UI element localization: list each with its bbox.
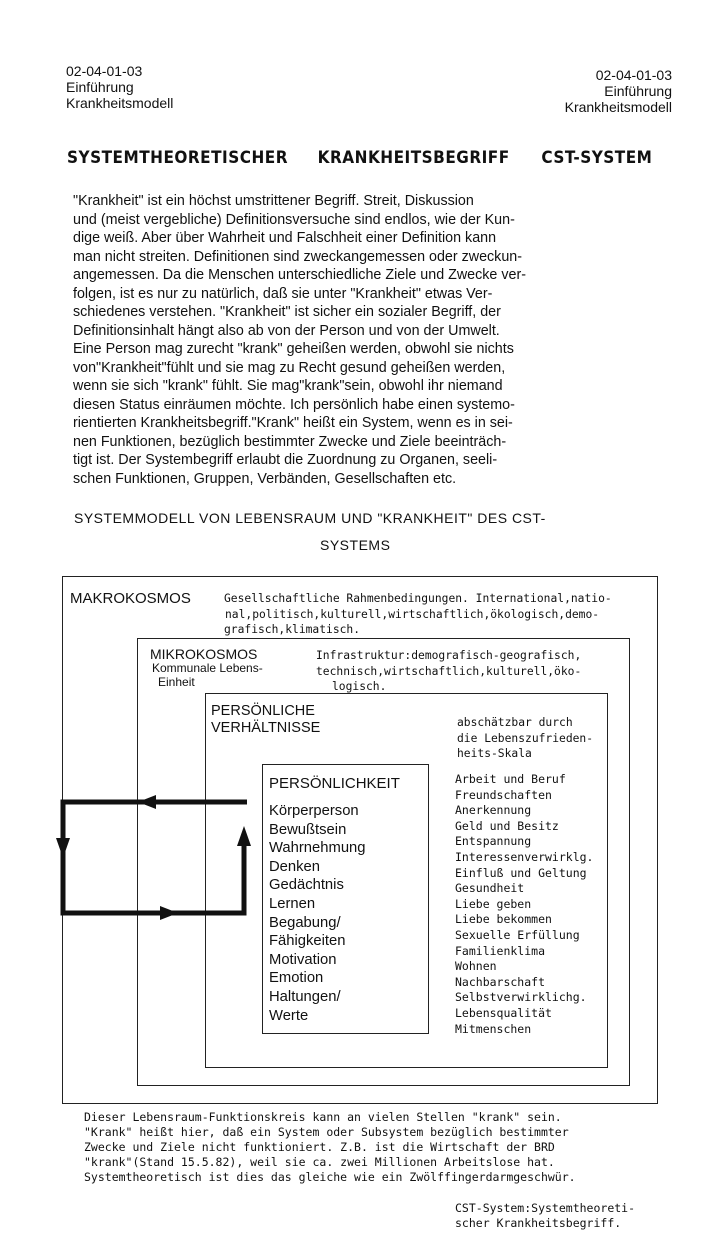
makro-desc-line: grafisch,klimatisch. [224, 623, 361, 636]
loop-arrow-left [56, 838, 70, 858]
intro-line: von"Krankheit"fühlt und sie mag zu Recht gesund geheißen werden, [73, 359, 506, 376]
life-area-item: Familienklima [455, 943, 546, 958]
loop-arrow-bottom [160, 906, 178, 920]
verh-desc-line: die Lebenszufrieden- [457, 731, 594, 745]
makro-desc-line: nal,politisch,kulturell,wirtschaftlich,ökologisch,demo- [225, 607, 600, 621]
figure-caption [455, 1201, 635, 1231]
intro-line: Eine Person mag zurecht "krank" geheißen werden, obwohl sie nichts [73, 341, 514, 357]
intro-line: diesen Status einräumen möchte. Ich persönlich habe einen systemo- [73, 396, 515, 413]
intro-line: schen Funktionen, Gruppen, Verbänden, Gesellschaften etc. [73, 470, 457, 487]
persoenlichkeit-item: Körperperson [269, 803, 359, 819]
persoenlichkeit-item: Denken [269, 858, 321, 875]
persoenlichkeit-item: Emotion [269, 970, 324, 987]
caption-line: CST-System:Systemtheoreti- [455, 1201, 636, 1215]
mikro-sub-line: Einheit [158, 675, 195, 689]
life-area-item: Liebe geben [455, 896, 532, 911]
footer-line: Systemtheoretisch ist dies das gleiche wie ein Zwölffingerdarmgeschwür. [84, 1170, 576, 1184]
life-area-item: Liebe bekommen [455, 912, 552, 927]
header-right-code: 02-04-01-03 [595, 67, 672, 83]
persoenlichkeit-item: Begabung/ [269, 914, 341, 931]
caption-line: scher Krankheitsbegriff. [455, 1216, 622, 1230]
persoenlichkeit-item: Haltungen/ [269, 988, 341, 1005]
persoenlichkeit-item: Motivation [269, 951, 337, 968]
loop-arrow-top [138, 795, 156, 809]
persoenlichkeit-item: Fähigkeiten [269, 933, 346, 950]
life-area-item: Sexuelle Erfüllung [455, 927, 580, 942]
footer-line: Dieser Lebensraum-Funktionskreis kann an vielen Stellen "krank" sein. [84, 1110, 562, 1124]
persoenlichkeit-label: PERSÖNLICHKEIT [269, 775, 400, 792]
header-left-topic: Krankheitsmodell [66, 95, 174, 111]
intro-line: angemessen. Da die Menschen unterschiedliche Ziele und Zwecke ver- [73, 267, 526, 283]
persoenlichkeit-item: Lernen [269, 895, 316, 912]
makro-desc-line: Gesellschaftliche Rahmenbedingungen. International,natio- [224, 592, 612, 605]
mikro-desc-line: logisch. [332, 680, 387, 693]
makrokosmos-label: MAKROKOSMOS [70, 590, 191, 607]
intro-line: folgen, ist es nur zu natürlich, daß sie unter "Krankheit" etwas Ver- [73, 285, 493, 302]
life-area-item: Arbeit und Beruf [455, 772, 566, 786]
header-right-topic: Krankheitsmodell [564, 99, 672, 115]
persoenlichkeit-item: Wahrnehmung [269, 840, 366, 857]
life-area-item: Mitmenschen [455, 1021, 532, 1036]
footer-line: "Krank" heißt hier, daß ein System oder Subsystem bezüglich bestimmter [84, 1125, 569, 1139]
footer-line: Zwecke und Ziele nicht funktioniert. Z.B. ist die Wirtschaft der BRD [84, 1140, 555, 1154]
intro-line: und (meist vergebliche) Definitionsversuche sind endlos, wie der Kun- [73, 211, 515, 228]
life-area-item: Interessenverwirklg. [455, 849, 594, 864]
life-area-item: Geld und Besitz [455, 818, 559, 833]
intro-line: tigt ist. Der Systembegriff erlaubt die Zuordnung zu Organen, seeli- [73, 452, 498, 468]
life-area-item: Wohnen [455, 959, 497, 974]
title-part-2: KRANKHEITSBEGRIFF [317, 148, 510, 168]
header-right-section: Einführung [604, 83, 672, 99]
title-part-1: SYSTEMTHEORETISCHER [67, 148, 289, 168]
verh-label-line: VERHÄLTNISSE [211, 720, 321, 736]
persoenlichkeit-item: Bewußtsein [269, 821, 347, 838]
life-area-item: Entspannung [455, 834, 532, 849]
life-area-item: Freundschaften [455, 787, 552, 802]
intro-line: Definitionsinhalt hängt also ab von der Person und von der Umwelt. [73, 322, 500, 339]
title-part-3: CST-SYSTEM [541, 148, 653, 168]
verh-label-line: PERSÖNLICHE [211, 703, 315, 719]
verh-desc-line: heits-Skala [457, 747, 532, 760]
loop-path [63, 802, 247, 913]
life-area-item: Nachbarschaft [455, 974, 546, 989]
intro-line: dige weiß. Aber über Wahrheit und Falschheit einer Definition kann [73, 230, 497, 246]
mikro-desc-line: Infrastruktur:demografisch-geografisch, [316, 649, 582, 662]
intro-line: "Krankheit" ist ein höchst umstrittener Begriff. Streit, Diskussion [73, 193, 474, 209]
intro-line: schiedenes verstehen. "Krankheit" ist sicher ein sozialer Begriff, der [73, 304, 501, 320]
header-left-section: Einführung [66, 79, 134, 95]
life-area-item: Gesundheit [455, 881, 525, 896]
verh-desc-line: abschätzbar durch [457, 716, 573, 729]
header-left-code: 02-04-01-03 [66, 63, 143, 79]
intro-line: nen Funktionen, bezüglich bestimmter Zwecke und Ziele beeinträch- [73, 433, 507, 450]
loop-arrow-right [237, 826, 251, 846]
persoenlichkeit-item: Gedächtnis [269, 877, 344, 894]
mikrokosmos-label: MIKROKOSMOS [150, 646, 258, 662]
persoenlichkeit-item: Werte [269, 1007, 309, 1024]
footer-line: "krank"(Stand 15.5.82), weil sie ca. zwei Millionen Arbeitslose hat. [84, 1155, 555, 1169]
life-area-item: Anerkennung [455, 803, 532, 818]
model-subtitle-line-1: SYSTEMMODELL VON LEBENSRAUM UND "KRANKHEIT" DES CST- [74, 510, 546, 526]
model-subtitle-line-2: SYSTEMS [320, 537, 391, 553]
intro-line: rientierten Krankheitsbegriff."Krank" heißt ein System, wenn es in sei- [73, 415, 513, 431]
mikro-desc-line: technisch,wirtschaftlich,kulturell,öko- [316, 664, 582, 678]
intro-line: wenn sie sich "krank" fühlt. Sie mag"krank"sein, obwohl ihr niemand [73, 378, 503, 394]
diagram-footer [84, 1110, 576, 1185]
intro-line: man nicht streiten. Definitionen sind zweckangemessen oder zweckun- [73, 248, 522, 265]
life-area-item: Selbstverwirklichg. [455, 990, 587, 1005]
life-area-item: Einfluß und Geltung [455, 865, 587, 880]
mikro-sub-line: Kommunale Lebens- [152, 661, 263, 675]
life-area-item: Lebensqualität [455, 1005, 552, 1020]
